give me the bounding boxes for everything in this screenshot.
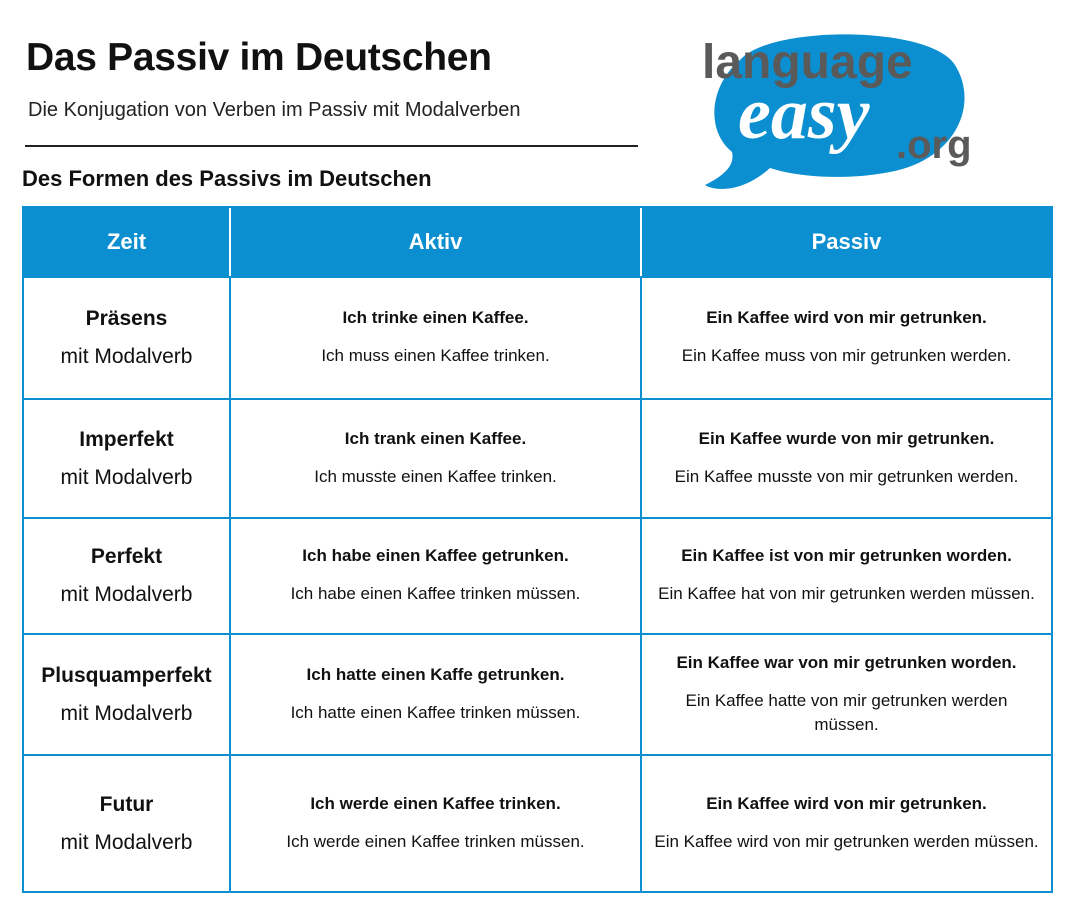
page-subtitle: Die Konjugation von Verben im Passiv mit Modalverben	[28, 99, 521, 121]
divider	[25, 145, 638, 147]
passiv-cell	[640, 276, 1051, 398]
tense-name: Imperfekt	[79, 427, 174, 451]
aktiv-cell	[229, 398, 640, 517]
passiv-modal-sentence: Ein Kaffee musste von mir getrunken werden.	[674, 466, 1019, 486]
passiv-modal-sentence: Ein Kaffee hat von mir getrunken werden müssen.	[658, 584, 1035, 603]
aktiv-modal-sentence: Ich hatte einen Kaffee trinken müssen.	[290, 702, 581, 722]
zeit-cell	[24, 276, 229, 398]
passiv-cell	[640, 517, 1051, 633]
logo-word-language: language	[702, 36, 913, 89]
passiv-sentence: Ein Kaffee war von mir getrunken worden.	[676, 652, 1017, 672]
passiv-sentence: Ein Kaffee ist von mir getrunken worden.	[681, 546, 1012, 565]
aktiv-modal-sentence: Ich muss einen Kaffee trinken.	[321, 346, 550, 365]
zeit-cell	[24, 398, 229, 517]
column-header-passiv: Passiv	[640, 208, 1051, 276]
column-header-zeit: Zeit	[24, 208, 229, 276]
passiv-sentence: Ein Kaffee wird von mir getrunken.	[706, 308, 987, 327]
aktiv-modal-sentence: Ich habe einen Kaffee trinken müssen.	[290, 584, 581, 603]
passiv-sentence: Ein Kaffee wurde von mir getrunken.	[698, 428, 995, 448]
aktiv-sentence: Ich trank einen Kaffee.	[344, 428, 527, 448]
passiv-modal-sentence: Ein Kaffee hatte von mir getrunken werden müssen.	[685, 690, 1008, 734]
tense-name: Futur	[99, 792, 154, 816]
passiv-modal-sentence: Ein Kaffee muss von mir getrunken werden.	[681, 346, 1012, 365]
passiv-cell	[640, 754, 1051, 891]
tense-modal-label: mit Modalverb	[60, 583, 193, 606]
aktiv-modal-sentence: Ich werde einen Kaffee trinken müssen.	[286, 831, 585, 851]
languageeasy-logo	[700, 30, 1000, 190]
aktiv-cell	[229, 754, 640, 891]
aktiv-cell	[229, 276, 640, 398]
aktiv-modal-sentence: Ich musste einen Kaffee trinken.	[314, 466, 557, 486]
zeit-cell	[24, 633, 229, 754]
tense-modal-label: mit Modalverb	[60, 465, 193, 489]
logo-word-easy: easy	[738, 73, 870, 155]
tense-modal-label: mit Modalverb	[60, 345, 193, 368]
aktiv-sentence: Ich werde einen Kaffee trinken.	[310, 793, 561, 813]
tense-name: Präsens	[85, 307, 168, 330]
tense-modal-label: mit Modalverb	[60, 701, 193, 725]
aktiv-sentence: Ich trinke einen Kaffee.	[342, 308, 529, 327]
passiv-cell	[640, 398, 1051, 517]
aktiv-sentence: Ich hatte einen Kaffe getrunken.	[306, 664, 565, 684]
tense-name: Plusquamperfekt	[41, 663, 212, 687]
passiv-cell	[640, 633, 1051, 754]
zeit-cell	[24, 517, 229, 633]
passiv-modal-sentence: Ein Kaffee wird von mir getrunken werden müssen.	[654, 831, 1039, 851]
tense-modal-label: mit Modalverb	[60, 830, 193, 854]
aktiv-sentence: Ich habe einen Kaffee getrunken.	[302, 546, 569, 565]
zeit-cell	[24, 754, 229, 891]
aktiv-cell	[229, 633, 640, 754]
page-title: Das Passiv im Deutschen	[26, 36, 492, 79]
logo-word-org: .org	[896, 123, 972, 167]
column-header-aktiv: Aktiv	[229, 208, 640, 276]
section-title: Des Formen des Passivs im Deutschen	[22, 166, 432, 191]
aktiv-cell	[229, 517, 640, 633]
passiv-sentence: Ein Kaffee wird von mir getrunken.	[706, 793, 987, 813]
tense-name: Perfekt	[90, 545, 163, 568]
passive-forms-table	[22, 206, 1053, 893]
